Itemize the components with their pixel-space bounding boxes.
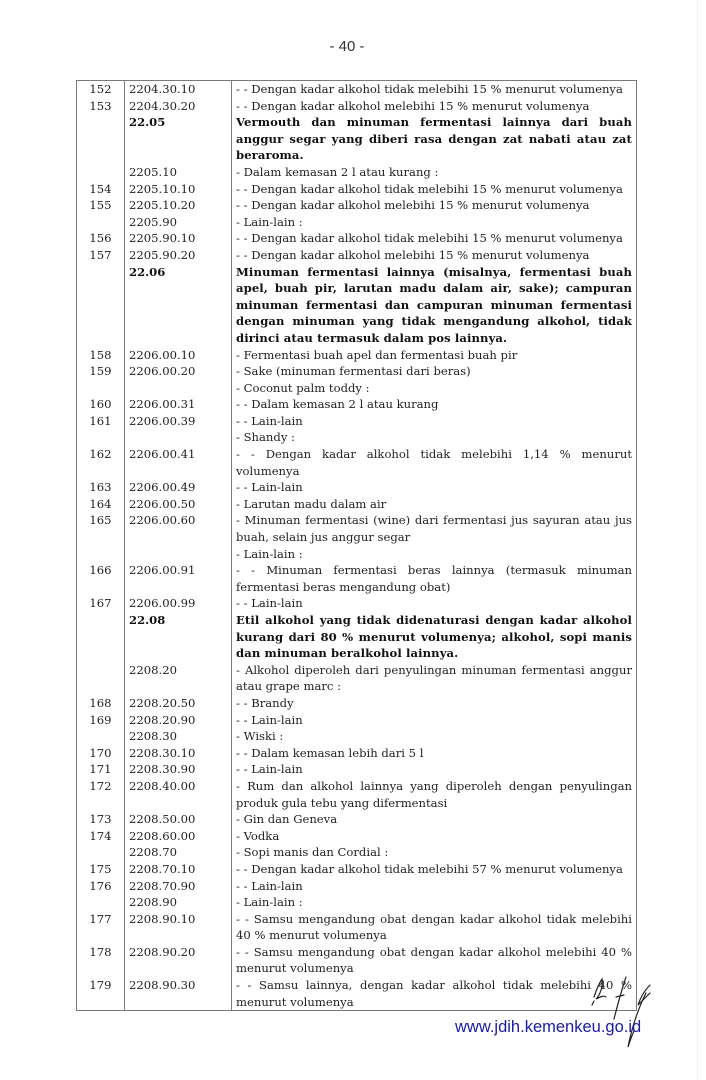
hs-code-cell: 2208.20.50 — [125, 695, 232, 712]
table-row — [77, 396, 637, 413]
table-row — [77, 446, 637, 479]
row-number-cell — [77, 728, 125, 745]
table-heading-row — [77, 114, 637, 164]
tariff-table-body — [77, 81, 637, 1011]
table-row — [77, 761, 637, 778]
description-cell: - Coconut palm toddy : — [236, 380, 370, 395]
table-row — [77, 429, 637, 446]
table-row — [77, 380, 637, 397]
hs-code-cell: 2208.90.10 — [125, 911, 232, 944]
row-number-cell: 163 — [77, 479, 125, 496]
signature-icon — [588, 975, 668, 1055]
hs-code-cell: 2205.90.20 — [125, 247, 232, 264]
hs-code-cell: 2206.00.60 — [125, 512, 232, 545]
description-cell: - Vodka — [236, 828, 280, 843]
description-cell: - - Dengan kadar alkohol tidak melebihi 15 % menurut volumenya — [236, 181, 623, 196]
description-cell: - - Dengan kadar alkohol tidak melebihi 57 % menurut volumenya — [236, 861, 623, 876]
row-number-cell: 152 — [77, 81, 125, 98]
description-cell: - Rum dan alkohol lainnya yang diperoleh dengan penyulingan produk gula tebu yang difermentasi — [236, 778, 632, 810]
description-cell: - - Dengan kadar alkohol melebihi 15 % menurut volumenya — [236, 198, 590, 213]
page-number: - 40 - — [329, 38, 365, 55]
table-row — [77, 911, 637, 944]
hs-code-cell: 2204.30.10 — [125, 81, 232, 98]
row-number-cell: 173 — [77, 811, 125, 828]
row-number-cell — [77, 380, 125, 397]
hs-code-cell: 2208.40.00 — [125, 778, 232, 811]
hs-code-cell: 2206.00.99 — [125, 595, 232, 612]
table-row — [77, 413, 637, 430]
table-row — [77, 695, 637, 712]
row-number-cell: 162 — [77, 446, 125, 479]
hs-code-cell: 2206.00.39 — [125, 413, 232, 430]
row-number-cell: 167 — [77, 595, 125, 612]
hs-code-cell: 2206.00.20 — [125, 363, 232, 380]
description-cell: - Lain-lain : — [236, 214, 303, 229]
table-row — [77, 878, 637, 895]
description-cell: - - Dalam kemasan lebih dari 5 l — [236, 745, 424, 760]
description-cell: - Shandy : — [236, 430, 295, 445]
hs-code-cell: 22.08 — [125, 612, 232, 662]
description-cell: - - Samsu lainnya, dengan kadar alkohol tidak melebihi 40 % menurut volumenya — [236, 978, 632, 1009]
description-cell: Minuman fermentasi lainnya (misalnya, fermentasi buah apel, buah pir, larutan madu dalam air, sake); campuran minuman fermentasi dan campuran minuman fermentasi dengan minuman yang tidak mengandung alkohol, tidak dirinci atau termasuk dalam pos lainnya. — [236, 264, 632, 345]
page-edge — [697, 0, 698, 1080]
table-heading-row — [77, 612, 637, 662]
description-cell: - - Brandy — [236, 695, 294, 710]
table-row — [77, 828, 637, 845]
description-cell: - - Lain-lain — [236, 712, 303, 727]
hs-code-cell: 2205.10.20 — [125, 197, 232, 214]
table-row — [77, 595, 637, 612]
table-row — [77, 894, 637, 911]
hs-code-cell: 2206.00.10 — [125, 347, 232, 364]
row-number-cell: 170 — [77, 745, 125, 762]
description-cell: - - Dengan kadar alkohol tidak melebihi 1,14 % menurut volumenya — [236, 447, 632, 478]
description-cell: - Sopi manis dan Cordial : — [236, 845, 389, 860]
table-row — [77, 512, 637, 545]
row-number-cell: 175 — [77, 861, 125, 878]
table-row — [77, 347, 637, 364]
hs-code-cell: 22.05 — [125, 114, 232, 164]
row-number-cell — [77, 114, 125, 164]
hs-code-cell: 2208.90.30 — [125, 977, 232, 1011]
description-cell: - Wiski : — [236, 729, 284, 744]
description-cell: - - Dengan kadar alkohol melebihi 15 % menurut volumenya — [236, 98, 590, 113]
row-number-cell — [77, 662, 125, 695]
hs-code-cell: 2206.00.50 — [125, 496, 232, 513]
hs-code-cell: 2208.70.10 — [125, 861, 232, 878]
table-row — [77, 562, 637, 595]
description-cell: - - Lain-lain — [236, 878, 303, 893]
description-cell: - Sake (minuman fermentasi dari beras) — [236, 364, 471, 379]
description-cell: - - Dengan kadar alkohol tidak melebihi 15 % menurut volumenya — [236, 82, 623, 96]
hs-code-cell: 2208.20.90 — [125, 712, 232, 729]
description-cell: - Lain-lain : — [236, 895, 303, 910]
row-number-cell — [77, 214, 125, 231]
hs-code-cell: 2206.00.91 — [125, 562, 232, 595]
row-number-cell: 172 — [77, 778, 125, 811]
description-cell: - - Dalam kemasan 2 l atau kurang — [236, 397, 439, 412]
hs-code-cell: 2208.70.90 — [125, 878, 232, 895]
description-cell: Vermouth dan minuman fermentasi lainnya dari buah anggur segar yang diberi rasa dengan zat nabati atau zat beraroma. — [236, 115, 632, 163]
description-cell: - Dalam kemasan 2 l atau kurang : — [236, 164, 439, 179]
description-cell: - - Samsu mengandung obat dengan kadar alkohol melebihi 40 % menurut volumenya — [236, 944, 632, 976]
hs-code-cell: 2208.30.10 — [125, 745, 232, 762]
table-heading-row — [77, 264, 637, 347]
description-cell: - - Samsu mengandung obat dengan kadar alkohol tidak melebihi 40 % menurut volumenya — [236, 911, 632, 943]
description-cell: - Gin dan Geneva — [236, 812, 338, 827]
row-number-cell: 176 — [77, 878, 125, 895]
description-cell: - - Dengan kadar alkohol tidak melebihi 15 % menurut volumenya — [236, 231, 623, 246]
hs-code-cell: 2208.90 — [125, 894, 232, 911]
hs-code-cell: 2208.60.00 — [125, 828, 232, 845]
row-number-cell — [77, 429, 125, 446]
table-row — [77, 496, 637, 513]
footer-url-link[interactable]: www.jdih.kemenkeu.go.id — [455, 1018, 642, 1036]
table-row — [77, 479, 637, 496]
row-number-cell: 156 — [77, 230, 125, 247]
hs-code-cell: 2208.50.00 — [125, 811, 232, 828]
description-cell: - Fermentasi buah apel dan fermentasi buah pir — [236, 347, 518, 362]
description-cell: - - Dengan kadar alkohol melebihi 15 % menurut volumenya — [236, 247, 590, 262]
table-row — [77, 944, 637, 977]
hs-code-cell: 2206.00.31 — [125, 396, 232, 413]
hs-code-cell: 2205.10 — [125, 164, 232, 181]
row-number-cell: 164 — [77, 496, 125, 513]
table-row — [77, 861, 637, 878]
row-number-cell: 160 — [77, 396, 125, 413]
row-number-cell: 159 — [77, 363, 125, 380]
row-number-cell: 166 — [77, 562, 125, 595]
hs-code-cell: 2204.30.20 — [125, 98, 232, 115]
description-cell: - Alkohol diperoleh dari penyulingan minuman fermentasi anggur atau grape marc : — [236, 662, 632, 694]
row-number-cell: 154 — [77, 181, 125, 198]
row-number-cell: 171 — [77, 761, 125, 778]
table-row — [77, 811, 637, 828]
table-row — [77, 98, 637, 115]
table-row — [77, 230, 637, 247]
description-cell: - - Lain-lain — [236, 762, 303, 777]
table-row — [77, 977, 637, 1011]
table-row — [77, 164, 637, 181]
description-cell: - - Lain-lain — [236, 413, 303, 428]
table-row — [77, 214, 637, 231]
hs-code-cell: 2205.10.10 — [125, 181, 232, 198]
row-number-cell — [77, 844, 125, 861]
table-row — [77, 745, 637, 762]
row-number-cell: 174 — [77, 828, 125, 845]
hs-code-cell: 2208.20 — [125, 662, 232, 695]
table-row — [77, 81, 637, 98]
table-row — [77, 712, 637, 729]
hs-code-cell: 22.06 — [125, 264, 232, 347]
description-cell: - Minuman fermentasi (wine) dari fermentasi jus sayuran atau jus buah, selain jus anggur segar — [236, 513, 632, 545]
table-row — [77, 197, 637, 214]
table-row — [77, 181, 637, 198]
row-number-cell: 179 — [77, 977, 125, 1011]
row-number-cell — [77, 546, 125, 563]
row-number-cell — [77, 894, 125, 911]
hs-code-cell: 2208.70 — [125, 844, 232, 861]
table-row — [77, 662, 637, 695]
row-number-cell: 177 — [77, 911, 125, 944]
row-number-cell — [77, 164, 125, 181]
table-row — [77, 728, 637, 745]
table-row — [77, 844, 637, 861]
row-number-cell: 178 — [77, 944, 125, 977]
description-cell: - Larutan madu dalam air — [236, 496, 387, 511]
description-cell: - Lain-lain : — [236, 546, 303, 561]
hs-code-cell: 2208.30.90 — [125, 761, 232, 778]
table-row — [77, 778, 637, 811]
description-cell: - - Lain-lain — [236, 480, 303, 495]
row-number-cell: 158 — [77, 347, 125, 364]
table-row — [77, 247, 637, 264]
row-number-cell: 169 — [77, 712, 125, 729]
row-number-cell: 155 — [77, 197, 125, 214]
row-number-cell: 153 — [77, 98, 125, 115]
row-number-cell — [77, 264, 125, 347]
hs-code-cell: 2206.00.49 — [125, 479, 232, 496]
description-cell: - - Minuman fermentasi beras lainnya (termasuk minuman fermentasi beras mengandung obat) — [236, 563, 632, 594]
hs-code-cell — [125, 546, 232, 563]
table-row — [77, 363, 637, 380]
row-number-cell: 168 — [77, 695, 125, 712]
description-cell: - - Lain-lain — [236, 596, 303, 611]
table-row — [77, 546, 637, 563]
row-number-cell: 165 — [77, 512, 125, 545]
description-cell: Etil alkohol yang tidak didenaturasi dengan kadar alkohol kurang dari 80 % menurut volumenya; alkohol, sopi manis dan minuman beralkohol lainnya. — [236, 613, 632, 661]
hs-code-cell: 2205.90.10 — [125, 230, 232, 247]
hs-code-cell: 2206.00.41 — [125, 446, 232, 479]
tariff-table — [76, 80, 637, 1011]
hs-code-cell: 2205.90 — [125, 214, 232, 231]
hs-code-cell — [125, 380, 232, 397]
hs-code-cell: 2208.30 — [125, 728, 232, 745]
row-number-cell: 161 — [77, 413, 125, 430]
row-number-cell: 157 — [77, 247, 125, 264]
row-number-cell — [77, 612, 125, 662]
hs-code-cell: 2208.90.20 — [125, 944, 232, 977]
hs-code-cell — [125, 429, 232, 446]
